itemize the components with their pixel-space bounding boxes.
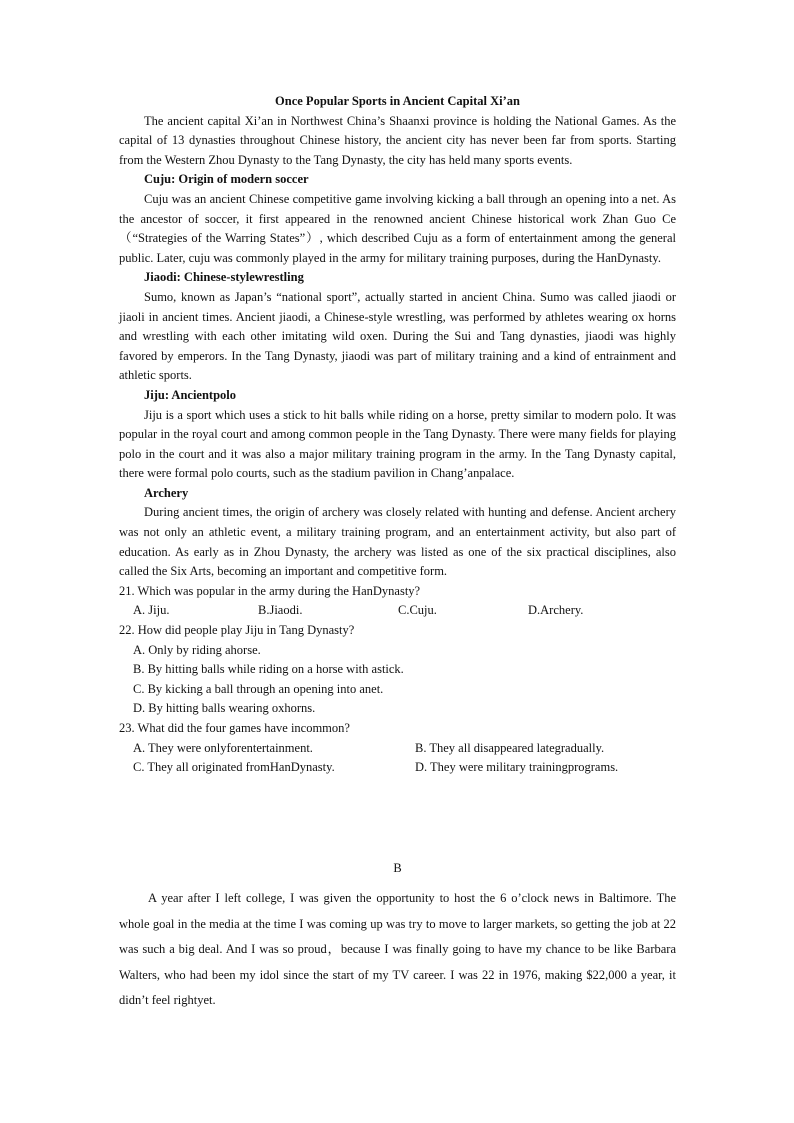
option-c: C. They all originated fromHanDynasty. — [133, 760, 335, 775]
option-b: B. They all disappeared lategradually. — [415, 740, 605, 755]
question-text: 23. What did the four games have incommon? — [119, 721, 350, 735]
option-d: D.Archery. — [528, 603, 584, 618]
option-d: D. They were military trainingprograms. — [415, 760, 619, 775]
question-22 — [119, 621, 676, 719]
section-heading-cuju: Cuju: Origin of modern soccer — [144, 172, 309, 187]
option-c: C.Cuju. — [398, 603, 437, 618]
intro-paragraph: The ancient capital Xi’an in Northwest China’s Shaanxi province is holding the National Games. As the capital of 13 dynasties throughout Chinese history, the ancient city has never been far from sports. Starting from the Western Zhou Dynasty to the Tang Dynasty, the city has held many sports events. — [119, 113, 676, 167]
option-b: B.Jiaodi. — [258, 603, 303, 618]
section-heading-archery: Archery — [144, 485, 189, 500]
option-b: B. By hitting balls while riding on a horse with astick. — [133, 662, 404, 677]
option-c: C. By kicking a ball through an opening into anet. — [133, 681, 384, 696]
question-text: 22. How did people play Jiju in Tang Dynasty? — [119, 623, 355, 638]
option-a: A. They were onlyforentertainment. — [133, 740, 313, 755]
section-heading-jiju: Jiju: Ancientpolo — [144, 387, 237, 402]
section-b-paragraph: A year after I left college, I was given the opportunity to host the 6 o’clock news in Baltimore. The whole goal in the media at the time I was coming up was try to move to larger markets, so getting the job at 22 was such a big deal. And I was so proud，because I was finally going to have my chance to be like Barbara Walters, who had been my idol since the start of my TV career. I was 22 in 1976, making $22,000 a year, it didn’t feel rightyet. — [119, 891, 676, 1007]
section-heading-jiaodi: Jiaodi: Chinese-stylewrestling — [144, 270, 304, 285]
option-a: A. Jiju. — [133, 603, 170, 618]
option-row — [119, 601, 676, 621]
option-row — [119, 739, 676, 759]
section-text-cuju: Cuju was an ancient Chinese competitive game involving kicking a ball through an opening into a net. As the ancestor of soccer, it first appeared in the renowned ancient Chinese historical work Zhan Guo Ce （“Strategies of the Warring States”）, which described Cuju as a form of entertainment among the general public. Later, cuju was commonly played in the army for military training purposes, during the HanDynasty. — [119, 191, 676, 265]
section-text-archery: During ancient times, the origin of archery was closely related with hunting and defense. Ancient archery was not only an athletic event, a military training program, and an entertainment activity, but also part of education. As early as in Zhou Dynasty, the archery was listed as one of the six practical disciplines, also called the Six Arts, becoming an important and competitive form. — [119, 505, 676, 579]
article — [119, 92, 676, 778]
question-text: 21. Which was popular in the army during the HanDynasty? — [119, 583, 421, 598]
section-b-label: B — [393, 861, 402, 875]
option-d: D. By hitting balls wearing oxhorns. — [133, 701, 316, 716]
question-21 — [119, 582, 676, 621]
section-text-jiju: Jiju is a sport which uses a stick to hit balls while riding on a horse, pretty similar to modern polo. It was popular in the royal court and among common people in the Tang Dynasty. There were many fields for playing polo in the court and it was also a major military training program in the army. In the Tang Dynasty capital, there were formal polo courts, such as the stadium pavilion in Chang’anpalace. — [119, 407, 676, 481]
section-text-jiaodi: Sumo, known as Japan’s “national sport”, actually started in ancient China. Sumo was called jiaodi or jiaoli in ancient times. Ancient jiaodi, a Chinese-style wrestling, was performed by athletes wearing ox horns and wrestling with each other imitating wild oxen. During the Sui and Tang dynasties, jiaodi was highly favored by emperors. In the Tang Dynasty, jiaodi was part of military training and a kind of entrainment and athletic sports. — [119, 289, 676, 383]
option-a: A. Only by riding ahorse. — [133, 642, 261, 657]
section-b — [119, 858, 676, 1014]
question-23 — [119, 719, 676, 778]
article-title: Once Popular Sports in Ancient Capital Xi’an — [275, 94, 520, 108]
option-row — [119, 758, 676, 778]
